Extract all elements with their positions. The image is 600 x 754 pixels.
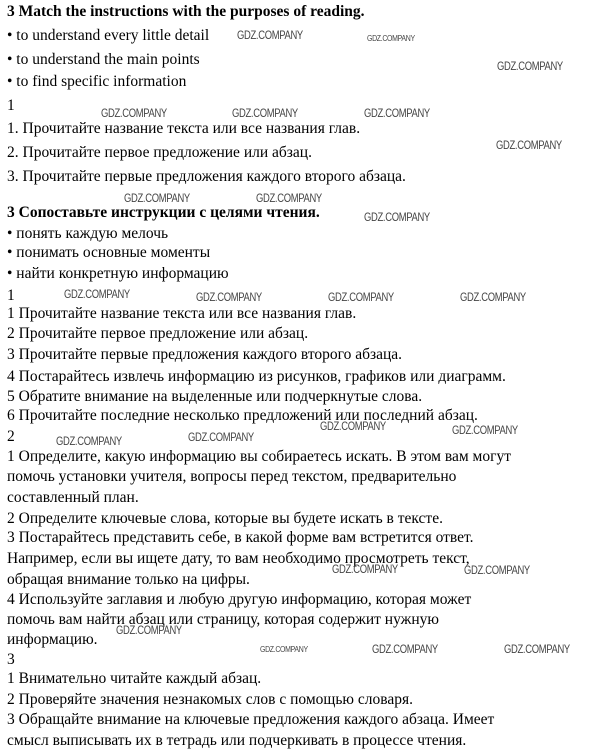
watermark-text: GDZ.COMPANY: [332, 564, 398, 576]
text-line: 6 Прочитайте последние несколько предложений или последний абзац.: [7, 407, 478, 424]
watermark-text: GDZ.COMPANY: [497, 61, 563, 73]
text-line: 3 Прочитайте первые предложения каждого второго абзаца.: [7, 346, 403, 363]
text-line: помочь вам найти абзац или страницу, которая содержит нужную: [7, 611, 439, 628]
watermark-text: GDZ.COMPANY: [64, 289, 130, 301]
text-line: 5 Обратите внимание на выделенные или подчеркнутые слова.: [7, 388, 423, 405]
section-heading: 3 Сопоставьте инструкции с целями чтения.: [7, 204, 320, 221]
text-line: 4 Постарайтесь извлечь информацию из рисунков, графиков или диаграмм.: [7, 368, 506, 385]
text-line: 2 Прочитайте первое предложение или абзац.: [7, 325, 309, 342]
watermark-text: GDZ.COMPANY: [460, 292, 526, 304]
watermark-text: GDZ.COMPANY: [452, 425, 518, 437]
watermark-text: GDZ.COMPANY: [116, 625, 182, 637]
text-line: 2 Проверяйте значения незнакомых слов с помощью словаря.: [7, 691, 413, 708]
text-line: 2: [7, 428, 15, 445]
watermark-text: GDZ.COMPANY: [372, 644, 438, 656]
text-line: составленный план.: [7, 489, 139, 506]
text-line: • to find specific information: [7, 73, 187, 90]
watermark-text: GDZ.COMPANY: [101, 108, 167, 120]
watermark-text: GDZ.COMPANY: [232, 108, 298, 120]
text-line: 1 Прочитайте название текста или все названия глав.: [7, 305, 357, 322]
text-line: • to understand the main points: [7, 51, 200, 68]
text-line: • понимать основные моменты: [7, 244, 211, 261]
watermark-text: GDZ.COMPANY: [320, 421, 386, 433]
text-line: 3. Прочитайте первые предложения каждого второго абзаца.: [7, 168, 406, 185]
text-line: • понять каждую мелочь: [7, 225, 169, 242]
text-line: 3 Обращайте внимание на ключевые предложения каждого абзаца. Имеет: [7, 711, 495, 728]
watermark-text: GDZ.COMPANY: [504, 644, 570, 656]
watermark-text: GDZ.COMPANY: [56, 436, 122, 448]
section-heading: 3 Match the instructions with the purposes of reading.: [7, 3, 365, 20]
watermark-text: GDZ.COMPANY: [256, 193, 322, 205]
watermark-text: GDZ.COMPANY: [367, 33, 415, 43]
watermark-text: GDZ.COMPANY: [328, 292, 394, 304]
watermark-text: GDZ.COMPANY: [196, 292, 262, 304]
watermark-text: GDZ.COMPANY: [364, 212, 430, 224]
watermark-text: GDZ.COMPANY: [364, 108, 430, 120]
text-line: 1: [7, 287, 15, 304]
watermark-text: GDZ.COMPANY: [496, 140, 562, 152]
text-line: 1. Прочитайте название текста или все названия глав.: [7, 120, 361, 137]
watermark-text: GDZ.COMPANY: [260, 644, 308, 654]
text-line: 1: [7, 97, 15, 114]
watermark-text: GDZ.COMPANY: [188, 432, 254, 444]
text-line: 1 Определите, какую информацию вы собираетесь искать. В этом вам могут: [7, 448, 511, 465]
watermark-text: GDZ.COMPANY: [237, 30, 303, 42]
watermark-text: GDZ.COMPANY: [124, 193, 190, 205]
text-line: 2. Прочитайте первое предложение или абзац.: [7, 144, 312, 161]
text-line: 2 Определите ключевые слова, которые вы будете искать в тексте.: [7, 510, 443, 527]
text-line: 4 Используйте заглавия и любую другую информацию, которая может: [7, 591, 472, 608]
text-line: 3: [7, 651, 15, 668]
text-line: Например, если вы ищете дату, то вам необходимо просмотреть текст,: [7, 550, 470, 567]
text-line: обращая внимание только на цифры.: [7, 571, 250, 588]
text-line: помочь установки учителя, вопросы перед текстом, предварительно: [7, 468, 457, 485]
text-line: 3 Постарайтесь представить себе, в какой форме вам встретится ответ.: [7, 529, 474, 546]
text-line: смысл выписывать их в тетрадь или подчеркивать в процессе чтения.: [7, 732, 467, 749]
text-line: 1 Внимательно читайте каждый абзац.: [7, 670, 262, 687]
text-line: • найти конкретную информацию: [7, 265, 229, 282]
text-line: информацию.: [7, 631, 98, 648]
watermark-text: GDZ.COMPANY: [464, 565, 530, 577]
text-line: • to understand every little detail: [7, 27, 210, 44]
